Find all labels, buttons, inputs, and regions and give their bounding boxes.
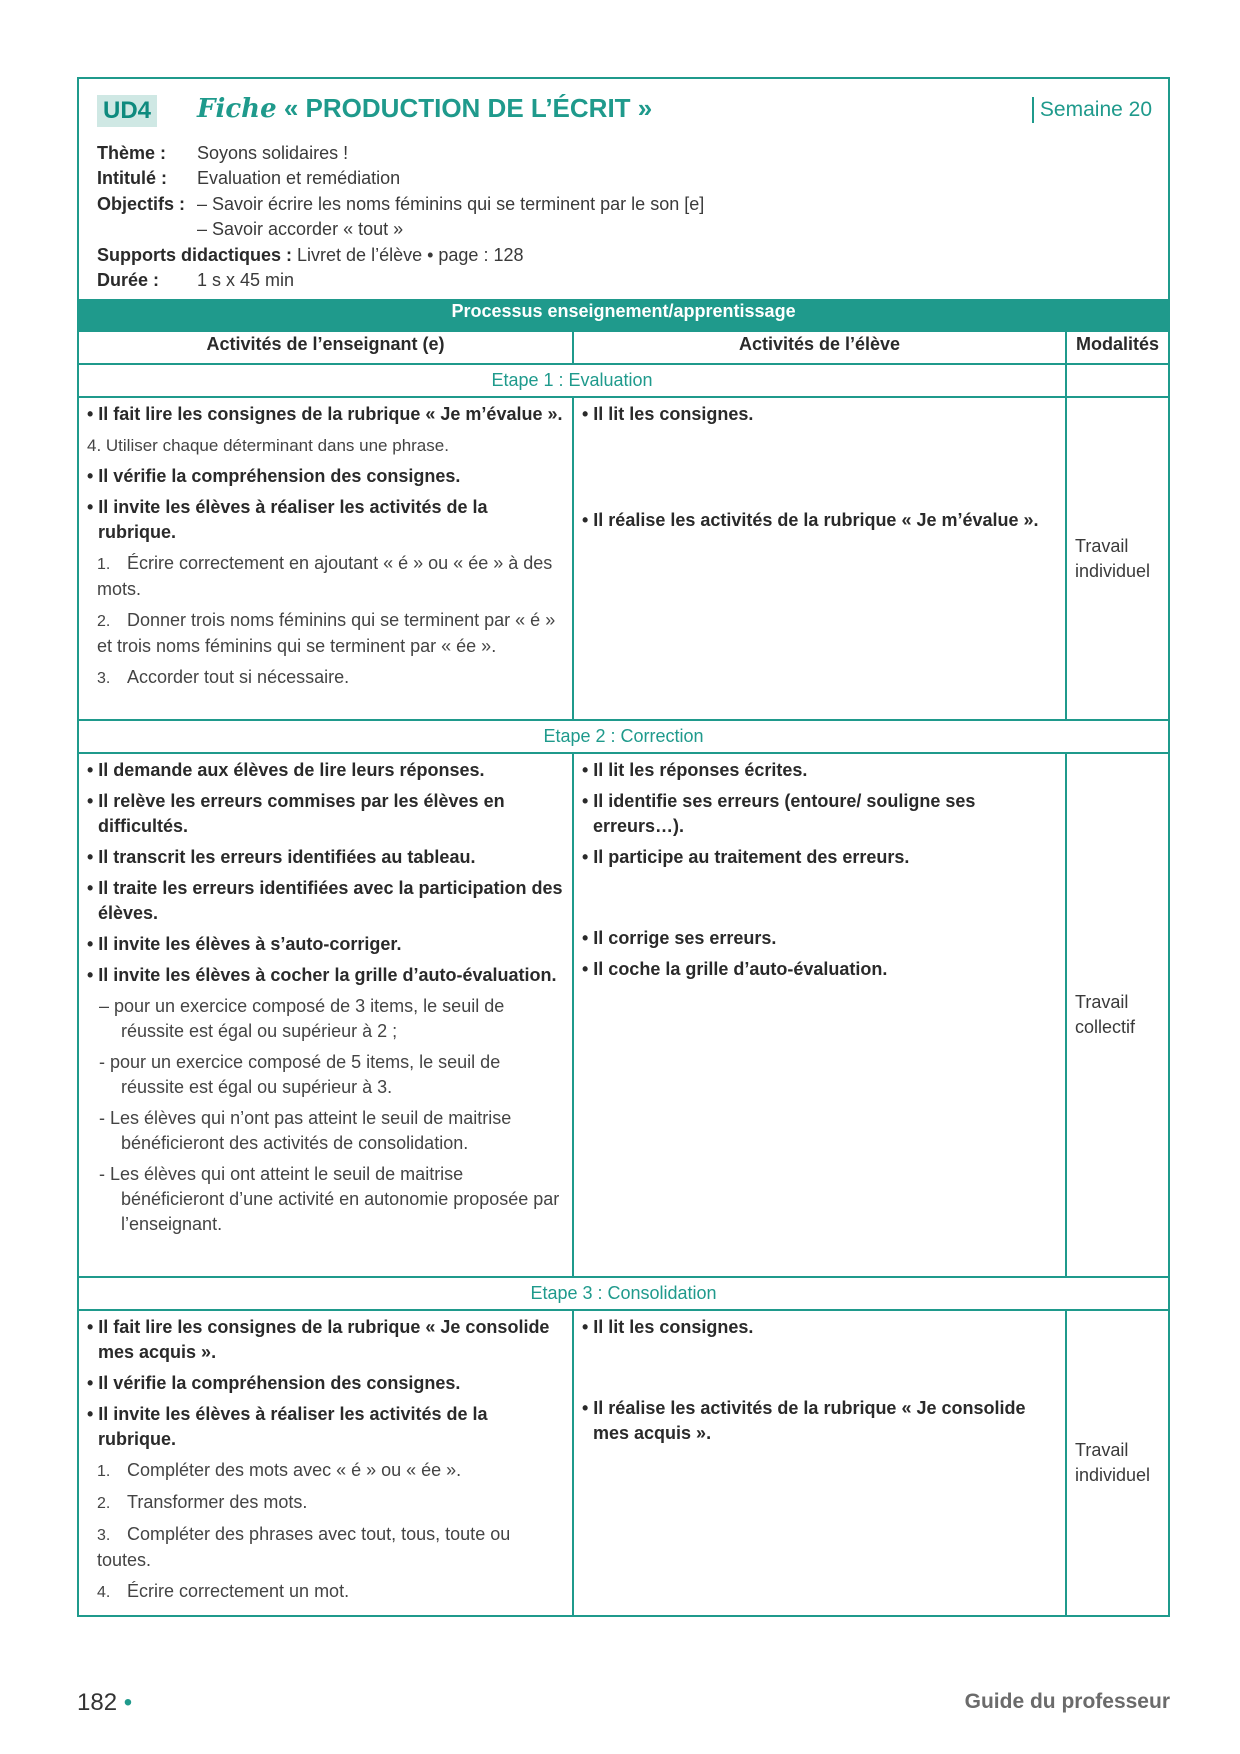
step-3-teacher-item: • Il invite les élèves à réaliser les activités de la rubrique. [87,1404,488,1449]
lesson-sheet [77,77,1170,1617]
page-title [197,91,652,126]
objectif-1: – Savoir écrire les noms féminins qui se terminent par le son [e] [197,193,705,214]
step-1-modalite: Travail individuel [1066,397,1168,720]
step-2-teacher-item: • Il demande aux élèves de lire leurs réponses. [87,760,485,780]
title-main: « PRODUCTION DE L’ÉCRIT » [283,93,653,123]
step-2-title: Etape 2 : Correction [79,720,1168,753]
theme-value: Soyons solidaires ! [197,143,349,163]
objectif-2: – Savoir accorder « tout » [197,219,404,240]
step-1-teacher-item: • Il vérifie la compréhension des consignes. [87,466,461,486]
step-2-threshold-note: - pour un exercice composé de 5 items, le seuil de réussite est égal ou supérieur à 3. [99,1052,501,1097]
step-1-student [573,397,1066,720]
step-2-teacher-item: • Il relève les erreurs commises par les élèves en difficultés. [87,791,505,836]
step-1-title-empty [1066,364,1168,397]
intitule-value: Evaluation et remédiation [197,168,401,189]
step-1-teacher-item: 4. Utiliser chaque déterminant dans une phrase. [87,436,449,455]
supports-label: Supports didactiques : [97,244,293,265]
step-2-teacher-item: • Il transcrit les erreurs identifiées au tableau. [87,847,476,867]
step-2-teacher [79,753,573,1277]
step-2-student-item: • Il identifie ses erreurs (entoure/ souligne ses erreurs…). [582,791,976,836]
step-3-teacher-item: • Il vérifie la compréhension des consignes. [87,1373,461,1393]
step-3-teacher-item: • Il fait lire les consignes de la rubrique « Je consolide mes acquis ». [87,1317,550,1362]
col-student-header: Activités de l’élève [573,331,1066,364]
step-2-threshold-note: - Les élèves qui ont atteint le seuil de maitrise bénéficieront d’une activité en autonomie proposée par l’enseignant. [99,1164,560,1234]
step-2-teacher-item: • Il invite les élèves à cocher la grille d’auto-évaluation. [87,965,557,985]
lesson-meta [97,141,704,293]
step-3-student-item: • Il lit les consignes. [582,1317,754,1337]
step-1-teacher-item: • Il invite les élèves à réaliser les activités de la rubrique. [87,497,488,542]
page-number: 182 • [77,1689,133,1716]
col-teacher-header: Activités de l’enseignant (e) [79,331,573,364]
duree-label: Durée : [97,270,160,291]
step-2-modalite: Travail collectif [1066,753,1168,1277]
step-1-title: Etape 1 : Evaluation [79,364,1066,397]
step-1-teacher-item: • Il fait lire les consignes de la rubrique « Je m’évalue ». [87,404,563,424]
step-2-teacher-item: • Il traite les erreurs identifiées avec la participation des élèves. [87,878,563,923]
step-2-teacher-item: • Il invite les élèves à s’auto-corriger. [87,934,402,954]
step-2-student [573,753,1066,1277]
activities-table [79,299,1168,1615]
step-3-modalite: Travail individuel [1066,1310,1168,1615]
col-modalites-header: Modalités [1066,331,1168,364]
duree-value: 1 s x 45 min [197,270,295,291]
step-3-exercise: 1. Compléter des mots avec « é » ou « ée ». [97,1460,462,1480]
bullet-icon: • [123,1689,133,1716]
sheet-header [79,79,1168,299]
step-1-exercise: 3. Accorder tout si nécessaire. [97,667,350,687]
step-1-exercise: 2. Donner trois noms féminins qui se terminent par « é » et trois noms féminins qui se terminent par « ée ». [97,610,556,656]
step-1-student-item: • Il réalise les activités de la rubrique « Je m’évalue ». [582,510,1039,530]
objectifs-label: Objectifs : [97,193,186,214]
step-2-student-item: • Il participe au traitement des erreurs. [582,847,910,867]
step-3-title: Etape 3 : Consolidation [79,1277,1168,1310]
step-1-student-item: • Il lit les consignes. [582,404,754,424]
title-prefix: Fiche [197,94,277,124]
step-3-student [573,1310,1066,1615]
unit-badge: UD4 [97,95,157,127]
step-2-student-item: • Il coche la grille d’auto-évaluation. [582,959,888,979]
step-2-student-item: • Il corrige ses erreurs. [582,928,777,948]
week-label: Semaine 20 [1032,97,1152,123]
supports-value: Livret de l’élève • page : 128 [297,244,524,265]
step-2-threshold-note: – pour un exercice composé de 3 items, le seuil de réussite est égal ou supérieur à 2 ; [99,996,505,1041]
step-1-exercise: 1. Écrire correctement en ajoutant « é » ou « ée » à des mots. [97,553,553,599]
process-title: Processus enseignement/apprentissage [79,299,1168,331]
step-3-exercise: 3. Compléter des phrases avec tout, tous, toute ou toutes. [97,1524,511,1570]
step-3-exercise: 4. Écrire correctement un mot. [97,1581,350,1601]
book-title: Guide du professeur [964,1690,1170,1713]
step-2-threshold-note: - Les élèves qui n’ont pas atteint le seuil de maitrise bénéficieront des activités de consolidation. [99,1108,512,1153]
theme-label: Thème : [97,143,167,163]
step-1-teacher [79,397,573,720]
step-2-student-item: • Il lit les réponses écrites. [582,760,808,780]
intitule-label: Intitulé : [97,168,167,189]
step-3-exercise: 2. Transformer des mots. [97,1492,308,1512]
step-3-teacher [79,1310,573,1615]
step-3-student-item: • Il réalise les activités de la rubrique « Je consolide mes acquis ». [582,1398,1026,1443]
